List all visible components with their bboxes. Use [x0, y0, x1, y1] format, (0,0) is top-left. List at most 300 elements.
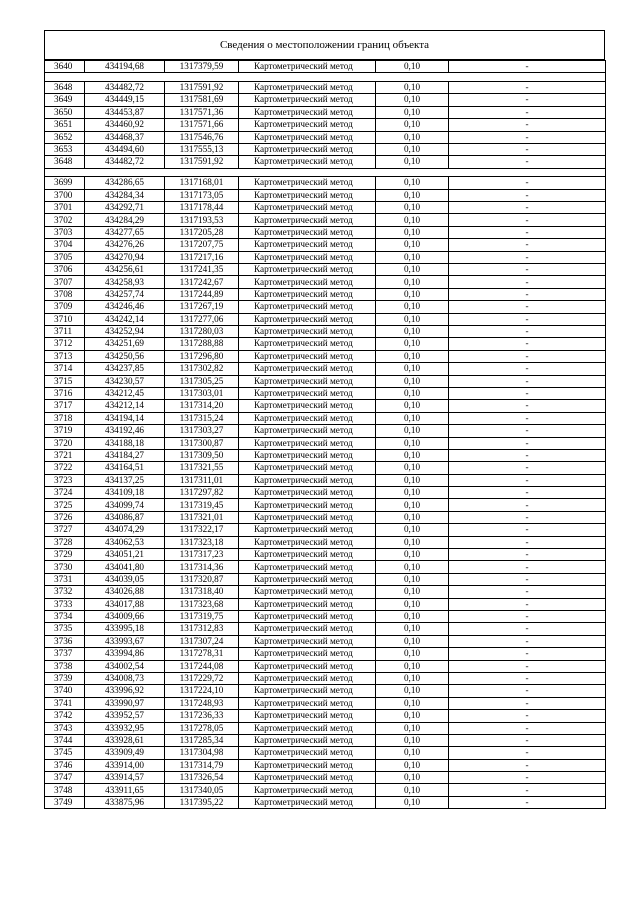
x-coordinate-cell: 434276,26: [85, 239, 165, 251]
accuracy-cell: 0,10: [376, 251, 449, 263]
accuracy-cell: 0,10: [376, 462, 449, 474]
point-number-cell: 3726: [45, 511, 85, 523]
y-coordinate-cell: 1317314,36: [165, 561, 239, 573]
x-coordinate-cell: 434188,18: [85, 437, 165, 449]
accuracy-cell: 0,10: [376, 202, 449, 214]
table-row: [45, 264, 606, 276]
method-cell: Картометрический метод: [239, 449, 376, 461]
y-coordinate-cell: 1317224,10: [165, 685, 239, 697]
accuracy-cell: 0,10: [376, 226, 449, 238]
x-coordinate-cell: 434242,14: [85, 313, 165, 325]
note-cell: -: [449, 119, 606, 131]
method-cell: Картометрический метод: [239, 425, 376, 437]
accuracy-cell: 0,10: [376, 363, 449, 375]
note-cell: -: [449, 226, 606, 238]
note-cell: -: [449, 511, 606, 523]
x-coordinate-cell: 434194,68: [85, 61, 165, 73]
table-row: [45, 400, 606, 412]
separator-cell: [45, 168, 606, 177]
accuracy-cell: 0,10: [376, 648, 449, 660]
note-cell: -: [449, 94, 606, 106]
accuracy-cell: 0,10: [376, 635, 449, 647]
y-coordinate-cell: 1317326,54: [165, 772, 239, 784]
accuracy-cell: 0,10: [376, 156, 449, 168]
accuracy-cell: 0,10: [376, 131, 449, 143]
y-coordinate-cell: 1317319,75: [165, 610, 239, 622]
coordinates-table: [44, 60, 606, 809]
y-coordinate-cell: 1317320,87: [165, 573, 239, 585]
note-cell: -: [449, 487, 606, 499]
point-number-cell: 3648: [45, 156, 85, 168]
y-coordinate-cell: 1317241,35: [165, 264, 239, 276]
point-number-cell: 3640: [45, 61, 85, 73]
point-number-cell: 3653: [45, 143, 85, 155]
note-cell: -: [449, 143, 606, 155]
accuracy-cell: 0,10: [376, 524, 449, 536]
point-number-cell: 3736: [45, 635, 85, 647]
method-cell: Картометрический метод: [239, 487, 376, 499]
x-coordinate-cell: 434062,53: [85, 536, 165, 548]
method-cell: Картометрический метод: [239, 81, 376, 93]
point-number-cell: 3733: [45, 598, 85, 610]
x-coordinate-cell: 434017,88: [85, 598, 165, 610]
method-cell: Картометрический метод: [239, 499, 376, 511]
x-coordinate-cell: 433914,57: [85, 772, 165, 784]
accuracy-cell: 0,10: [376, 387, 449, 399]
x-coordinate-cell: 434099,74: [85, 499, 165, 511]
method-cell: Картометрический метод: [239, 759, 376, 771]
accuracy-cell: 0,10: [376, 94, 449, 106]
method-cell: Картометрический метод: [239, 264, 376, 276]
table-row: [45, 239, 606, 251]
x-coordinate-cell: 433911,65: [85, 784, 165, 796]
table-row: [45, 549, 606, 561]
accuracy-cell: 0,10: [376, 610, 449, 622]
x-coordinate-cell: 434008,73: [85, 672, 165, 684]
table-row: [45, 226, 606, 238]
x-coordinate-cell: 433875,96: [85, 796, 165, 808]
y-coordinate-cell: 1317323,68: [165, 598, 239, 610]
point-number-cell: 3652: [45, 131, 85, 143]
point-number-cell: 3713: [45, 350, 85, 362]
method-cell: Картометрический метод: [239, 94, 376, 106]
method-cell: Картометрический метод: [239, 635, 376, 647]
y-coordinate-cell: 1317267,19: [165, 301, 239, 313]
table-row: [45, 81, 606, 93]
note-cell: -: [449, 301, 606, 313]
y-coordinate-cell: 1317205,28: [165, 226, 239, 238]
x-coordinate-cell: 434270,94: [85, 251, 165, 263]
note-cell: -: [449, 106, 606, 118]
y-coordinate-cell: 1317319,45: [165, 499, 239, 511]
x-coordinate-cell: 434482,72: [85, 81, 165, 93]
table-row: [45, 375, 606, 387]
x-coordinate-cell: 434230,57: [85, 375, 165, 387]
y-coordinate-cell: 1317307,24: [165, 635, 239, 647]
point-number-cell: 3728: [45, 536, 85, 548]
table-row: [45, 660, 606, 672]
point-number-cell: 3727: [45, 524, 85, 536]
x-coordinate-cell: 434212,45: [85, 387, 165, 399]
point-number-cell: 3702: [45, 214, 85, 226]
point-number-cell: 3704: [45, 239, 85, 251]
table-row: [45, 326, 606, 338]
point-number-cell: 3744: [45, 734, 85, 746]
point-number-cell: 3737: [45, 648, 85, 660]
method-cell: Картометрический метод: [239, 177, 376, 189]
point-number-cell: 3747: [45, 772, 85, 784]
table-title: Сведения о местоположении границ объекта: [44, 30, 605, 60]
point-number-cell: 3738: [45, 660, 85, 672]
accuracy-cell: 0,10: [376, 412, 449, 424]
note-cell: -: [449, 288, 606, 300]
y-coordinate-cell: 1317303,27: [165, 425, 239, 437]
note-cell: -: [449, 264, 606, 276]
note-cell: -: [449, 61, 606, 73]
x-coordinate-cell: 434041,80: [85, 561, 165, 573]
y-coordinate-cell: 1317244,08: [165, 660, 239, 672]
y-coordinate-cell: 1317591,92: [165, 156, 239, 168]
x-coordinate-cell: 434251,69: [85, 338, 165, 350]
accuracy-cell: 0,10: [376, 499, 449, 511]
method-cell: Картометрический метод: [239, 326, 376, 338]
method-cell: Картометрический метод: [239, 202, 376, 214]
x-coordinate-cell: 434212,14: [85, 400, 165, 412]
note-cell: -: [449, 313, 606, 325]
table-row: [45, 524, 606, 536]
note-cell: -: [449, 326, 606, 338]
table-row: [45, 462, 606, 474]
point-number-cell: 3741: [45, 697, 85, 709]
accuracy-cell: 0,10: [376, 561, 449, 573]
accuracy-cell: 0,10: [376, 672, 449, 684]
accuracy-cell: 0,10: [376, 747, 449, 759]
point-number-cell: 3743: [45, 722, 85, 734]
contour-separator-row: [45, 168, 606, 177]
y-coordinate-cell: 1317229,72: [165, 672, 239, 684]
point-number-cell: 3714: [45, 363, 85, 375]
method-cell: Картометрический метод: [239, 549, 376, 561]
table-row: [45, 189, 606, 201]
point-number-cell: 3716: [45, 387, 85, 399]
note-cell: -: [449, 156, 606, 168]
table-row: [45, 156, 606, 168]
accuracy-cell: 0,10: [376, 759, 449, 771]
method-cell: Картометрический метод: [239, 710, 376, 722]
point-number-cell: 3719: [45, 425, 85, 437]
table-row: [45, 710, 606, 722]
method-cell: Картометрический метод: [239, 610, 376, 622]
note-cell: -: [449, 177, 606, 189]
note-cell: -: [449, 549, 606, 561]
accuracy-cell: 0,10: [376, 189, 449, 201]
accuracy-cell: 0,10: [376, 660, 449, 672]
table-row: [45, 672, 606, 684]
accuracy-cell: 0,10: [376, 350, 449, 362]
method-cell: Картометрический метод: [239, 474, 376, 486]
method-cell: Картометрический метод: [239, 623, 376, 635]
accuracy-cell: 0,10: [376, 796, 449, 808]
note-cell: -: [449, 685, 606, 697]
table-row: [45, 338, 606, 350]
accuracy-cell: 0,10: [376, 276, 449, 288]
table-row: [45, 573, 606, 585]
accuracy-cell: 0,10: [376, 214, 449, 226]
y-coordinate-cell: 1317278,05: [165, 722, 239, 734]
y-coordinate-cell: 1317300,87: [165, 437, 239, 449]
method-cell: Картометрический метод: [239, 313, 376, 325]
note-cell: -: [449, 189, 606, 201]
x-coordinate-cell: 434184,27: [85, 449, 165, 461]
table-row: [45, 202, 606, 214]
table-row: [45, 796, 606, 808]
accuracy-cell: 0,10: [376, 119, 449, 131]
note-cell: -: [449, 375, 606, 387]
method-cell: Картометрический метод: [239, 363, 376, 375]
method-cell: Картометрический метод: [239, 586, 376, 598]
point-number-cell: 3651: [45, 119, 85, 131]
note-cell: -: [449, 131, 606, 143]
method-cell: Картометрический метод: [239, 672, 376, 684]
note-cell: -: [449, 499, 606, 511]
x-coordinate-cell: 434292,71: [85, 202, 165, 214]
method-cell: Картометрический метод: [239, 288, 376, 300]
accuracy-cell: 0,10: [376, 375, 449, 387]
point-number-cell: 3649: [45, 94, 85, 106]
accuracy-cell: 0,10: [376, 734, 449, 746]
method-cell: Картометрический метод: [239, 189, 376, 201]
table-row: [45, 648, 606, 660]
note-cell: -: [449, 660, 606, 672]
note-cell: -: [449, 412, 606, 424]
y-coordinate-cell: 1317321,55: [165, 462, 239, 474]
note-cell: -: [449, 623, 606, 635]
y-coordinate-cell: 1317297,82: [165, 487, 239, 499]
x-coordinate-cell: 434074,29: [85, 524, 165, 536]
method-cell: Картометрический метод: [239, 119, 376, 131]
method-cell: Картометрический метод: [239, 536, 376, 548]
point-number-cell: 3712: [45, 338, 85, 350]
note-cell: -: [449, 239, 606, 251]
note-cell: -: [449, 536, 606, 548]
contour-separator-row: [45, 73, 606, 82]
method-cell: Картометрический метод: [239, 511, 376, 523]
x-coordinate-cell: 434252,94: [85, 326, 165, 338]
y-coordinate-cell: 1317278,31: [165, 648, 239, 660]
accuracy-cell: 0,10: [376, 106, 449, 118]
note-cell: -: [449, 598, 606, 610]
method-cell: Картометрический метод: [239, 648, 376, 660]
point-number-cell: 3703: [45, 226, 85, 238]
point-number-cell: 3706: [45, 264, 85, 276]
method-cell: Картометрический метод: [239, 338, 376, 350]
note-cell: -: [449, 276, 606, 288]
x-coordinate-cell: 434494,60: [85, 143, 165, 155]
method-cell: Картометрический метод: [239, 561, 376, 573]
table-row: [45, 759, 606, 771]
note-cell: -: [449, 81, 606, 93]
x-coordinate-cell: 433928,61: [85, 734, 165, 746]
y-coordinate-cell: 1317571,66: [165, 119, 239, 131]
x-coordinate-cell: 434039,05: [85, 573, 165, 585]
y-coordinate-cell: 1317311,01: [165, 474, 239, 486]
point-number-cell: 3729: [45, 549, 85, 561]
table-row: [45, 499, 606, 511]
note-cell: -: [449, 697, 606, 709]
y-coordinate-cell: 1317288,88: [165, 338, 239, 350]
x-coordinate-cell: 433996,92: [85, 685, 165, 697]
note-cell: -: [449, 784, 606, 796]
method-cell: Картометрический метод: [239, 747, 376, 759]
x-coordinate-cell: 434026,88: [85, 586, 165, 598]
accuracy-cell: 0,10: [376, 313, 449, 325]
method-cell: Картометрический метод: [239, 350, 376, 362]
method-cell: Картометрический метод: [239, 226, 376, 238]
y-coordinate-cell: 1317314,20: [165, 400, 239, 412]
y-coordinate-cell: 1317242,67: [165, 276, 239, 288]
x-coordinate-cell: 434051,21: [85, 549, 165, 561]
x-coordinate-cell: 434286,65: [85, 177, 165, 189]
method-cell: Картометрический метод: [239, 524, 376, 536]
method-cell: Картометрический метод: [239, 239, 376, 251]
point-number-cell: 3735: [45, 623, 85, 635]
table-row: [45, 387, 606, 399]
point-number-cell: 3731: [45, 573, 85, 585]
table-row: [45, 131, 606, 143]
point-number-cell: 3730: [45, 561, 85, 573]
point-number-cell: 3732: [45, 586, 85, 598]
point-number-cell: 3724: [45, 487, 85, 499]
note-cell: -: [449, 672, 606, 684]
point-number-cell: 3725: [45, 499, 85, 511]
method-cell: Картометрический метод: [239, 400, 376, 412]
note-cell: -: [449, 747, 606, 759]
table-row: [45, 536, 606, 548]
method-cell: Картометрический метод: [239, 214, 376, 226]
x-coordinate-cell: 434009,66: [85, 610, 165, 622]
y-coordinate-cell: 1317302,82: [165, 363, 239, 375]
accuracy-cell: 0,10: [376, 326, 449, 338]
y-coordinate-cell: 1317168,01: [165, 177, 239, 189]
boundary-table-sheet: [44, 30, 605, 809]
y-coordinate-cell: 1317304,98: [165, 747, 239, 759]
table-row: [45, 119, 606, 131]
x-coordinate-cell: 434250,56: [85, 350, 165, 362]
note-cell: -: [449, 350, 606, 362]
method-cell: Картометрический метод: [239, 772, 376, 784]
point-number-cell: 3701: [45, 202, 85, 214]
note-cell: -: [449, 772, 606, 784]
method-cell: Картометрический метод: [239, 61, 376, 73]
x-coordinate-cell: 434453,87: [85, 106, 165, 118]
point-number-cell: 3710: [45, 313, 85, 325]
y-coordinate-cell: 1317591,92: [165, 81, 239, 93]
point-number-cell: 3711: [45, 326, 85, 338]
method-cell: Картометрический метод: [239, 722, 376, 734]
accuracy-cell: 0,10: [376, 586, 449, 598]
table-row: [45, 722, 606, 734]
accuracy-cell: 0,10: [376, 425, 449, 437]
x-coordinate-cell: 434284,34: [85, 189, 165, 201]
x-coordinate-cell: 434237,85: [85, 363, 165, 375]
table-row: [45, 784, 606, 796]
accuracy-cell: 0,10: [376, 177, 449, 189]
method-cell: Картометрический метод: [239, 598, 376, 610]
x-coordinate-cell: 434164,51: [85, 462, 165, 474]
point-number-cell: 3648: [45, 81, 85, 93]
y-coordinate-cell: 1317217,16: [165, 251, 239, 263]
table-row: [45, 177, 606, 189]
method-cell: Картометрический метод: [239, 301, 376, 313]
y-coordinate-cell: 1317546,76: [165, 131, 239, 143]
note-cell: -: [449, 796, 606, 808]
accuracy-cell: 0,10: [376, 239, 449, 251]
table-row: [45, 350, 606, 362]
point-number-cell: 3707: [45, 276, 85, 288]
point-number-cell: 3722: [45, 462, 85, 474]
note-cell: -: [449, 437, 606, 449]
accuracy-cell: 0,10: [376, 697, 449, 709]
x-coordinate-cell: 434449,15: [85, 94, 165, 106]
y-coordinate-cell: 1317244,89: [165, 288, 239, 300]
table-row: [45, 214, 606, 226]
x-coordinate-cell: 434468,37: [85, 131, 165, 143]
point-number-cell: 3748: [45, 784, 85, 796]
table-row: [45, 747, 606, 759]
x-coordinate-cell: 434194,14: [85, 412, 165, 424]
point-number-cell: 3734: [45, 610, 85, 622]
accuracy-cell: 0,10: [376, 61, 449, 73]
y-coordinate-cell: 1317280,03: [165, 326, 239, 338]
point-number-cell: 3705: [45, 251, 85, 263]
note-cell: -: [449, 734, 606, 746]
point-number-cell: 3749: [45, 796, 85, 808]
table-row: [45, 363, 606, 375]
y-coordinate-cell: 1317581,69: [165, 94, 239, 106]
y-coordinate-cell: 1317193,53: [165, 214, 239, 226]
x-coordinate-cell: 434246,46: [85, 301, 165, 313]
method-cell: Картометрический метод: [239, 412, 376, 424]
note-cell: -: [449, 759, 606, 771]
note-cell: -: [449, 474, 606, 486]
x-coordinate-cell: 434192,46: [85, 425, 165, 437]
table-row: [45, 685, 606, 697]
y-coordinate-cell: 1317321,01: [165, 511, 239, 523]
table-row: [45, 106, 606, 118]
x-coordinate-cell: 434284,29: [85, 214, 165, 226]
y-coordinate-cell: 1317318,40: [165, 586, 239, 598]
point-number-cell: 3742: [45, 710, 85, 722]
table-row: [45, 449, 606, 461]
accuracy-cell: 0,10: [376, 685, 449, 697]
table-row: [45, 586, 606, 598]
table-row: [45, 143, 606, 155]
accuracy-cell: 0,10: [376, 301, 449, 313]
note-cell: -: [449, 524, 606, 536]
x-coordinate-cell: 434109,18: [85, 487, 165, 499]
point-number-cell: 3721: [45, 449, 85, 461]
y-coordinate-cell: 1317303,01: [165, 387, 239, 399]
x-coordinate-cell: 433994,86: [85, 648, 165, 660]
note-cell: -: [449, 722, 606, 734]
accuracy-cell: 0,10: [376, 623, 449, 635]
note-cell: -: [449, 635, 606, 647]
point-number-cell: 3723: [45, 474, 85, 486]
note-cell: -: [449, 462, 606, 474]
x-coordinate-cell: 434137,25: [85, 474, 165, 486]
accuracy-cell: 0,10: [376, 288, 449, 300]
y-coordinate-cell: 1317309,50: [165, 449, 239, 461]
